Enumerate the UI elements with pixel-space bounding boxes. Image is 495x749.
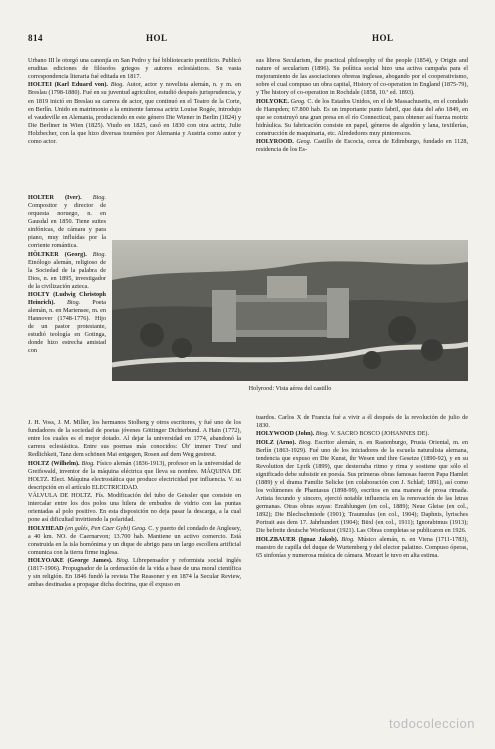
entry-headword: HOLTER (Iver). <box>28 194 82 201</box>
right-column-top <box>256 57 468 154</box>
entry-category: Biog. <box>315 430 329 438</box>
entry-paragraph <box>256 138 468 154</box>
entry-category: Biog. <box>92 194 106 201</box>
entry-paragraph <box>28 557 241 589</box>
entry-headword: HOLYWOOD (John). <box>256 430 315 438</box>
entry-text: sus libros Secularism, the practical philosophy of the people (1854), y Origin and nature of secularism (1896). Su política social hizo una activa campaña para el mejoramiento de las asociaciones obreras inglesas, abogando por el cooperativismo, sobre el cual compuso un obra capital, History of co-operation in England (1875-79), y The history of co-operation in Rochdale (1858, 10.ª ed. 1893). <box>256 57 468 97</box>
entry-text: Físico alemán (1836-1913), profesor en la universidad de Greifswald, inventor de la máquina eléctrica que lleva su nombre. MÁQUINA DE HOLTZ. Elect. Máquina electrostática que produce electricidad por influencia. V. su descripción en el artículo ELECTRICIDAD. <box>28 459 242 491</box>
entry-category: Biog. <box>110 81 124 89</box>
right-column-bottom <box>256 414 468 560</box>
photo-caption: Holyrood: Vista aérea del castillo <box>248 385 332 392</box>
entry-text: Autor, actor y novelista alemán, n. y m. en Breslau (1798-1880). Fué en su juventud agricultor, estudió después jurisprudencia, y en 1819 inició en Breslau su carrera de actor, que continuó en el Teatro de la Corte, en Berlín. Unido en matrimonio a la eminente famosa actriz Louise Rogée, introdujo el vaudeville en Alemania, produciendo en este género Die Wiener in Berlin (1824) y Die Berliner in Wien (1825). Viudo en 1825, casó en 1830 con otra actriz, Julie Holzbecher, con la que hizo diversas tournées por Alemania y Austria como autor y como actor. <box>28 81 242 145</box>
entry-paragraph <box>28 419 241 459</box>
entry-headword: HOLTEI (Karl Eduard von). <box>28 81 108 89</box>
left-column-bottom <box>28 419 241 589</box>
page-number: 814 <box>28 33 43 43</box>
entry-text: C. de los Estados Unidos, en el de Massachusetts, en el condado de Hampden; 67.800 hab. Es un importante punto fabril, que data del año 1849, en que se construyó una gran presa en el río Connecticut, para obtener así fuerza motriz hidráulica. Su fabricación consiste en papel, géneros de algodón y lana, textilerías, construcción de maquinaria, etc. Alrededores muy pintorescos. <box>256 97 469 137</box>
entry-paragraph <box>256 414 468 430</box>
running-head-left: HOL <box>146 33 168 43</box>
entry-paragraph <box>256 536 468 560</box>
entry-headword: HOLZBAUER (Ignaz Jakob). <box>256 535 339 543</box>
entry-category: Biog. <box>67 299 81 307</box>
entry-text: Escritor alemán, n. en Rastenburgo, Prusia Oriental, m. en Berlín (1863-1929). Fué uno de los iniciadores de la escuela naturalista alemana, tendencia que expuso en Die Kunst, ihr Wesen und ihre Gesetze (1890-92), y en su Revolution der Lyrik (1899), que desterraba ritmo y rima y sostiene que sólo el significado debe subsistir en poesía. Sus primeras obras famosas fueron Papa Hamlet (1889) y el drama Familie Selicke (en colaboración con J. Schlaf; 1891), así como los volúmenes de Phantasus (1898-99), escritos en una manera de prosa rimada. Artista fecundo y sincero, ejerció notable influencia en la renovación de las letras germanas. Otras obras suyas: Erzählungen (en col., 1889); Neue Gleise (en col., 1892); Die Blechschmiede (1901); Traumulus (en col., 1904); Daphnis, lyrisches Portrait aus dem 17. Jahrhundert (1904); Büxl (en col., 1911); Ignorabimus (1913); Die befreite deutsche Wortkunst (1921). Las Obras completas se publicaron en 1926. <box>256 438 469 535</box>
entry-paragraph <box>28 291 106 355</box>
entry-headword: HOLTY (Ludwig Christoph Heinrich). <box>28 291 106 307</box>
running-head-right: HOL <box>372 33 394 43</box>
entry-category: Biog. <box>116 556 130 564</box>
entry-text: Etnólogo alemán, religioso de la Sociedad de la palabra de Dios, n. en 1895, investigador de la civilización azteca. <box>28 258 106 290</box>
entry-paragraph <box>28 525 241 557</box>
entry-headword: HOLYHEAD <box>28 524 64 532</box>
entry-category: (en galés, Pen Caer Gybi) Geog. <box>65 524 147 532</box>
entry-paragraph <box>256 98 468 138</box>
entry-paragraph <box>28 251 106 291</box>
running-header <box>28 33 467 47</box>
entry-text: Urbano III le otorgó una canonjía en San Pedro y fué bibliotecario pontificio. Publicó eruditas ediciones de filósofos griegos y autores eclesiásticos. Su vasta correspondencia literaria fué editada en 1817. <box>28 57 241 81</box>
entry-headword: HOLYOAKE (George James). <box>28 556 113 564</box>
entry-category: Biog. <box>92 250 106 258</box>
entry-headword: HOLZ (Arno). <box>256 438 297 446</box>
entry-category: Biog. <box>341 535 355 543</box>
entry-paragraph <box>28 81 241 145</box>
entry-text: Castillo de Escocia, cerca de Edimburgo, fundado en 1128, residencia de los Es- <box>256 138 468 154</box>
entry-paragraph <box>28 57 241 81</box>
entry-paragraph <box>28 492 241 524</box>
entry-text: Librepensador y reformista social inglés (1817-1906). Propugnador de la ordenación de la vida a base de una moral científica y sin religión. En 1846 fundó la revista The Reasoner y en 1874 la Secular Review, ambas destinadas a propagar dicha doctrina, que él expuso en <box>28 556 242 589</box>
entry-headword: HOLYROOD. <box>256 138 294 146</box>
entry-text: VÁLVULA DE HOLTZ. Fís. Modificación del tubo de Geissler que consiste en intercalar entre los dos polos una hilera de embudos de vidrio con las puntas orientadas al polo positivo. En esta disposición no deja pasar la descarga, a la cual pone así dificultad invirtiendo la polaridad. <box>28 492 241 524</box>
left-column-top <box>28 57 241 146</box>
entry-text: Compositor y director de orquesta noruego, n. en Gausdal en 1850. Tiene suites sinfónicas, de cámara y para piano, muy influídas por la corriente romántica. <box>28 202 106 250</box>
entry-category: Geog. <box>290 97 306 105</box>
watermark: todocoleccion <box>389 716 475 731</box>
holyrood-aerial-photo <box>112 240 468 381</box>
entry-paragraph <box>256 439 468 536</box>
entry-text: V. SACRO BOSCO (JOHANNES DE). <box>330 430 429 438</box>
entry-paragraph <box>256 430 468 438</box>
entry-text: tuardos. Carlos X de Francia fué a vivir a él después de la revolución de julio de 1830. <box>256 414 468 430</box>
entry-headword: HOLYOKE. <box>256 97 289 105</box>
entry-headword: HÖLTKER (Georg). <box>28 250 87 258</box>
entry-text: Poeta alemán, n. en Mariensee, m. en Hannover (1748-1776). Hijo de un pastor protestante, estudió teología en Gotinga, donde hizo estrecha amistad con <box>28 299 106 355</box>
entry-paragraph <box>28 460 241 492</box>
entry-text: J. H. Voss, J. M. Miller, los hermanos Stolberg y otros escritores, y fué uno de los fundadores de la sociedad de poetas jóvenes Göttinger Dichterbund. A Hain (1772), entre los cuales es el mejor dotado. Al dejar la universidad en 1774, abandonó la carrera eclesiástica. Entre sus poemas más conocidos: Üb' immer Treu' und Redlichkeit, Tanz dem schönen Mai entgegen, Rosen auf dem Weg gestreut. <box>28 419 241 459</box>
entry-category: Geog. <box>296 138 312 146</box>
entry-text: Músico alemán, n. en Viena (1711-1783), maestro de capilla del duque de Wurtemberg y del elector palatino. Compuso óperas, 65 sinfonías y numerosa música de cámara. Mozart le tuvo en alta estima. <box>256 535 469 559</box>
entry-category: Biog. <box>298 438 312 446</box>
entry-headword: HOLTZ (Wilhelm). <box>28 459 80 467</box>
entry-paragraph <box>28 194 106 250</box>
entry-paragraph <box>256 57 468 97</box>
entry-category: Biog. <box>81 459 95 467</box>
castle-photo-illustration <box>112 240 468 381</box>
left-column-narrow <box>28 194 106 356</box>
entry-text: C. y puerto del condado de Anglesey, a 40 km. NO. de Caernarvon; 13.700 hab. Mantiene un activo comercio. Está construida en la isla homónima y un dique de abrigo para un largo escollera artificial comunica con la tierra firme inglesa. <box>28 524 242 556</box>
